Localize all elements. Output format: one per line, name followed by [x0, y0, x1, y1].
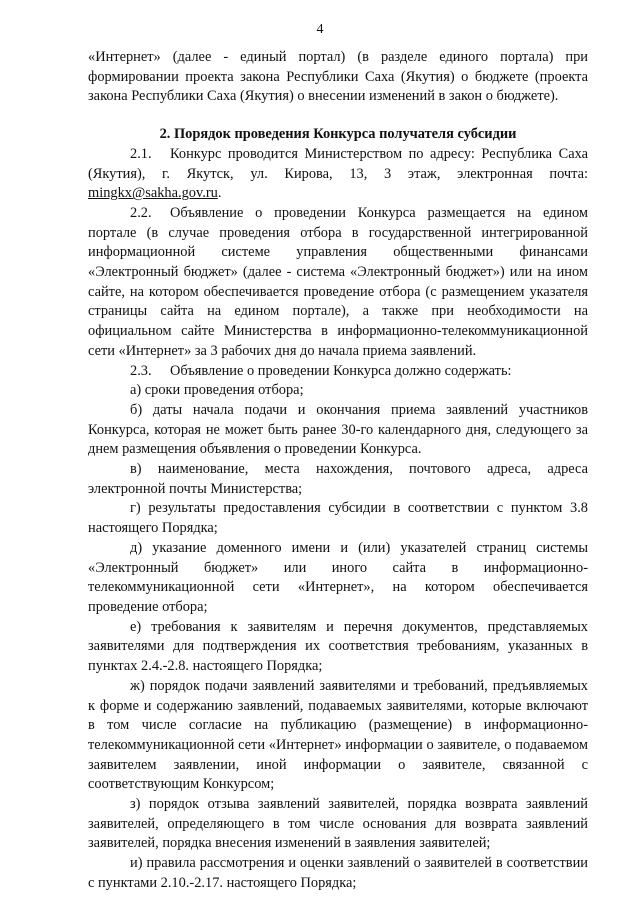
clause-2-2	[88, 204, 588, 362]
section-heading: 2. Порядок проведения Конкурса получателя субсидии	[159, 126, 517, 143]
clause-2-3	[88, 362, 588, 382]
list-item-g: г) результаты предоставления субсидии в соответствии с пунктом 3.8 настоящего Порядка;	[88, 500, 588, 537]
list-item-b: б) даты начала подачи и окончания приема заявлений участников Конкурса, которая не может быть ранее 30-го календарного дня, следующего за днем размещения объявления о проведении Конкурса.	[88, 401, 588, 458]
email-link[interactable]: mingkx@sakha.gov.ru	[88, 185, 218, 202]
list-item-e: е) требования к заявителям и перечня документов, представляемых заявителями для подтверждения их соответствия требованиям, указанных в пунктах 2.4.-2.8. настоящего Порядка;	[88, 618, 588, 675]
clause-2-1	[88, 145, 588, 204]
intro-paragraph: «Интернет» (далее - единый портал) (в разделе единого портала) при формировании проекта закона Республики Саха (Якутия) о бюджете (проекта закона Республики Саха (Якутия) о внесении изменений в закон о бюджете).	[88, 49, 588, 105]
clause-text: Объявление о проведении Конкурса размещается на едином портале (в случае проведения отбора в государственной интегрированной информационной системе управления общественными финансами «Электронный бюджет» (далее - система «Электронный бюджет») или на ином сайте, на котором обеспечивается проведение отбора (с размещением указателя страницы сайта на едином портале), а также при необходимости на официальном сайте Министерства в информационно-телекоммуникационной сети «Интернет» за 3 рабочих дня до начала приема заявлений.	[88, 204, 588, 359]
list-item-v: в) наименование, места нахождения, почтового адреса, адреса электронной почты Министерства;	[88, 461, 588, 497]
clause-text: Конкурс проводится Министерством по адресу: Республика Саха (Якутия), г. Якутск, ул. Кирова, 13, 3 этаж, электронная почта:	[88, 145, 588, 182]
list-item-z: з) порядок отзыва заявлений заявителей, порядка возврата заявлений заявителей, определяющего в том числе основания для возврата заявлений заявителей, порядка внесения изменений в заявления заявителей;	[88, 796, 588, 852]
clause-number: 2.3.	[130, 362, 152, 379]
list-item-zh: ж) порядок подачи заявлений заявителями и требований, предъявляемых к форме и содержанию заявлений, подаваемых заявителями, которые включают в том числе согласие на публикацию (размещение) в информационно-телекоммуникационной сети «Интернет» информации о заявителе, о подаваемом заявителем заявлении, иной информации о заявителе, связанной с соответствующим Конкурсом;	[88, 677, 588, 793]
list-item-a: а) сроки проведения отбора;	[130, 382, 304, 399]
clause-suffix: .	[217, 185, 222, 202]
document-body	[88, 48, 588, 894]
clause-number: 2.1.	[130, 145, 152, 162]
list-item-d: д) указание доменного имени и (или) указателей страниц системы «Электронный бюджет» или иного сайта в информационно-телекоммуникационной сети «Интернет», на котором обеспечивается проведение отбора;	[88, 539, 588, 615]
clause-text: Объявление о проведении Конкурса должно содержать:	[170, 362, 512, 379]
clause-number: 2.2.	[130, 204, 152, 221]
list-item-i: и) правила рассмотрения и оценки заявлений о заявителей в соответствии с пунктами 2.10.-2.17. настоящего Порядка;	[88, 855, 588, 891]
page-number: 4	[316, 22, 324, 37]
